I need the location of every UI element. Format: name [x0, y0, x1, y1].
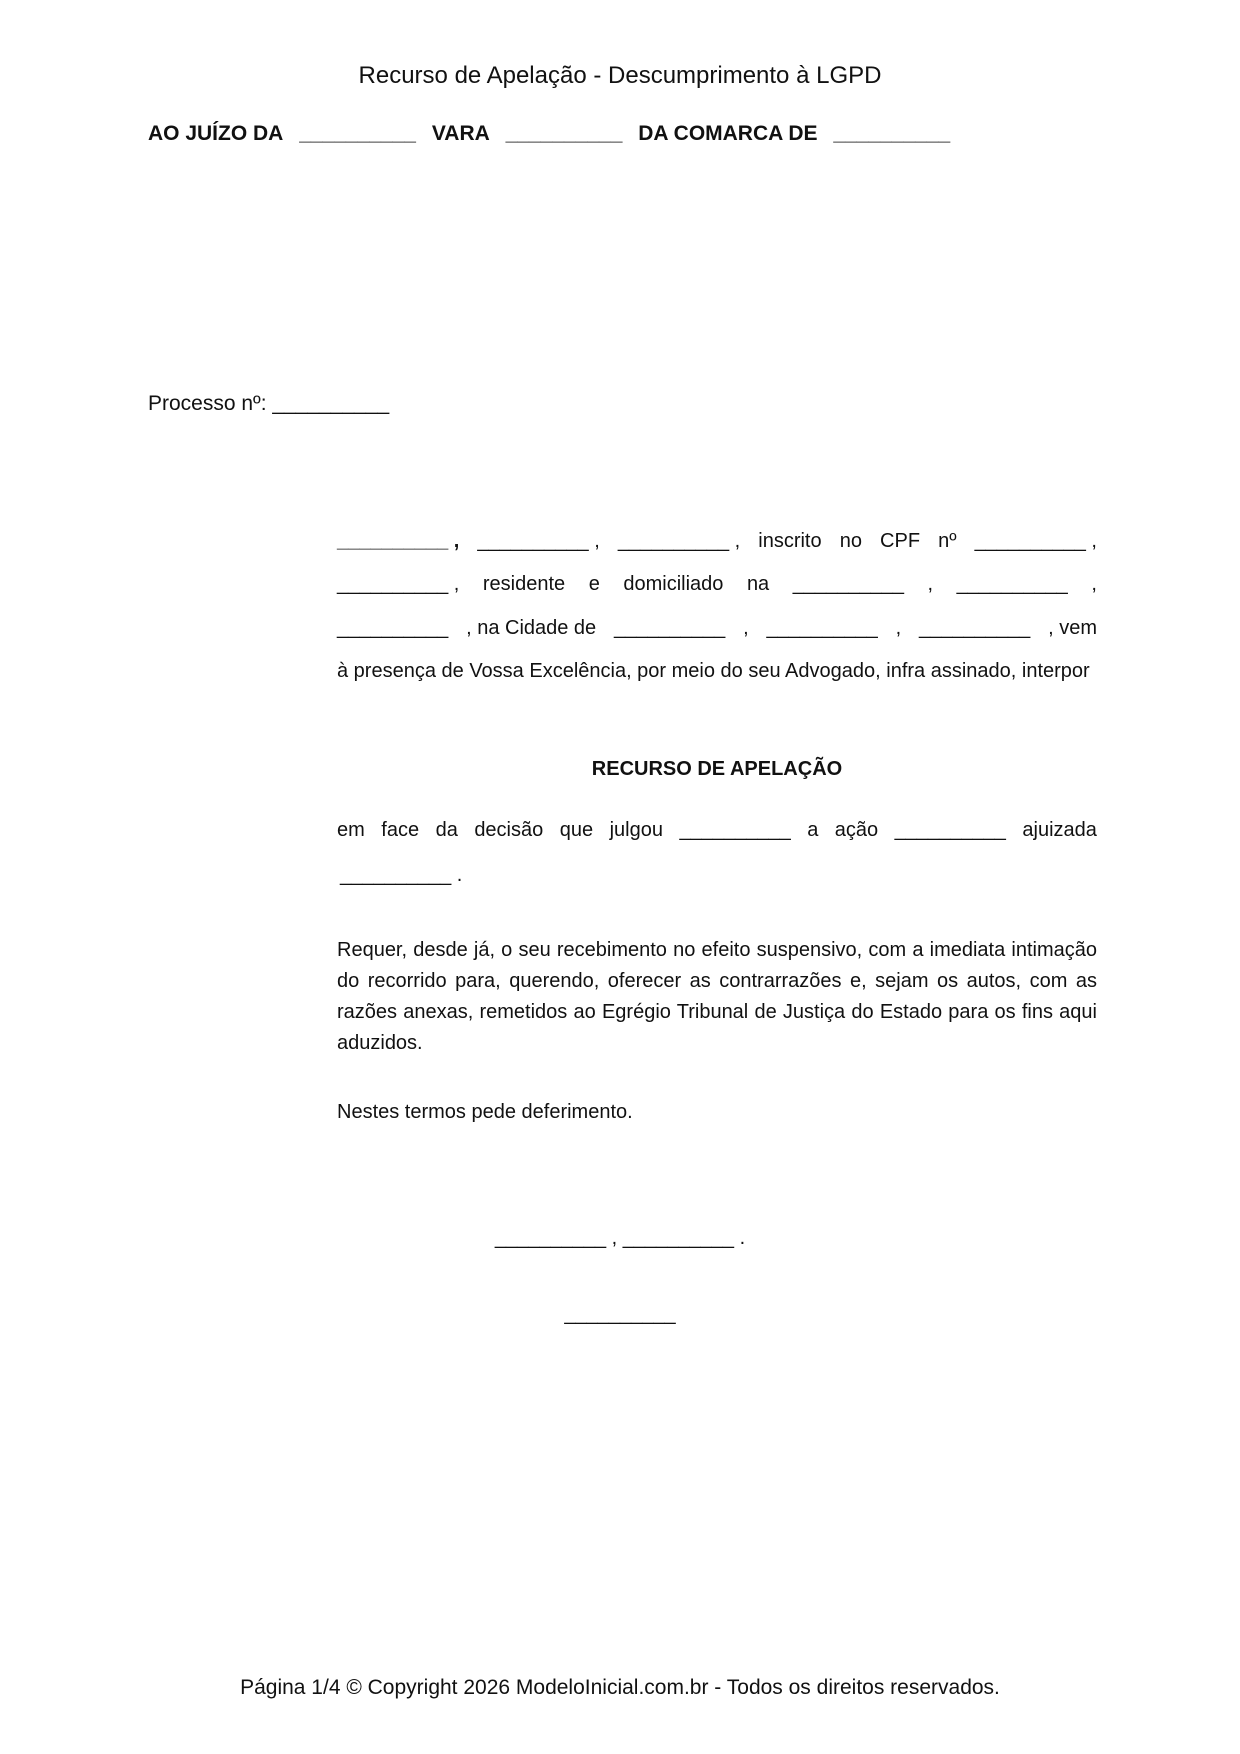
address-blank: __________ [792, 573, 904, 595]
qualification-word: , [743, 617, 749, 639]
qualification-word: __________ , [617, 530, 741, 552]
court-blank-2: __________ [505, 122, 623, 145]
decision-word: ação [834, 819, 879, 841]
court-header [148, 122, 960, 146]
decision-word: ajuizada [1022, 819, 1097, 841]
qualification-word: , vem [1048, 617, 1097, 639]
decision-word: que [559, 819, 594, 841]
decision-word: da [435, 819, 458, 841]
decision-row [337, 819, 1097, 842]
qualification-word: , [895, 617, 902, 639]
decision-word: julgou [609, 819, 663, 841]
page-footer: Página 1/4 © Copyright 2026 ModeloInicial.com.br - Todos os direitos reservados. [240, 1676, 1000, 1699]
address-blank: __________ [956, 573, 1068, 595]
decision-word: decisão [474, 819, 544, 841]
decision-word: em [337, 819, 365, 841]
qualification-word: __________ , [477, 530, 600, 552]
qualification-word: domiciliado [623, 573, 724, 595]
qualification-word: nº [938, 530, 957, 552]
qualification-word: no [839, 530, 862, 552]
qualification-word: , [1091, 573, 1097, 595]
party-name-blank: __________ , [337, 530, 460, 552]
qualification-word: inscrito [758, 530, 822, 552]
court-header-part-3: DA COMARCA DE [638, 122, 818, 145]
action-blank: __________ [894, 819, 1006, 841]
state-blank: __________ [766, 617, 878, 639]
court-blank-1: __________ [299, 122, 416, 145]
closing-line: Nestes termos pede deferimento. [337, 1101, 633, 1123]
decision-word: face [381, 819, 420, 841]
document-title: Recurso de Apelação - Descumprimento à LGPD [358, 62, 882, 89]
court-blank-3: __________ [833, 122, 951, 145]
qualification-word: __________ [337, 617, 449, 639]
qualification-row-1 [337, 530, 1097, 553]
qualification-word: , [927, 573, 934, 595]
request-paragraph: Requer, desde já, o seu recebimento no efeito suspensivo, com a imediata intimação do recorrido para, querendo, oferecer as contrarrazões e, sejam os autos, com as razões anexas, remetidos ao Egrégio Tribunal de Justiça do Estado para os fins aqui aduzidos. [337, 939, 1097, 1054]
qualification-continuation: à presença de Vossa Excelência, por meio do seu Advogado, infra assinado, interpor [337, 660, 1090, 682]
qualification-row-3 [337, 617, 1097, 640]
qualification-word: CPF [880, 530, 921, 552]
signature-line: __________ [564, 1303, 676, 1325]
zip-blank: __________ [919, 617, 1031, 639]
qualification-word: na [746, 573, 770, 595]
qualification-word: , na Cidade de [466, 617, 597, 639]
place-date-line: __________ , __________ . [494, 1227, 746, 1249]
court-header-part-2: VARA [431, 122, 490, 145]
qualification-word: e [588, 573, 600, 595]
decision-blank: __________ [679, 819, 791, 841]
city-blank: __________ [614, 617, 726, 639]
qualification-word: residente [482, 573, 566, 595]
qualification-word: __________ , [337, 573, 460, 595]
qualification-row-2 [337, 573, 1097, 596]
decision-word: a [807, 819, 819, 841]
cpf-blank: __________ , [974, 530, 1097, 552]
court-header-part-1: AO JUÍZO DA [148, 122, 284, 145]
section-title: RECURSO DE APELAÇÃO [591, 758, 843, 780]
process-number-line: Processo nº: __________ [148, 392, 390, 415]
decision-tail: __________ . [340, 864, 463, 886]
